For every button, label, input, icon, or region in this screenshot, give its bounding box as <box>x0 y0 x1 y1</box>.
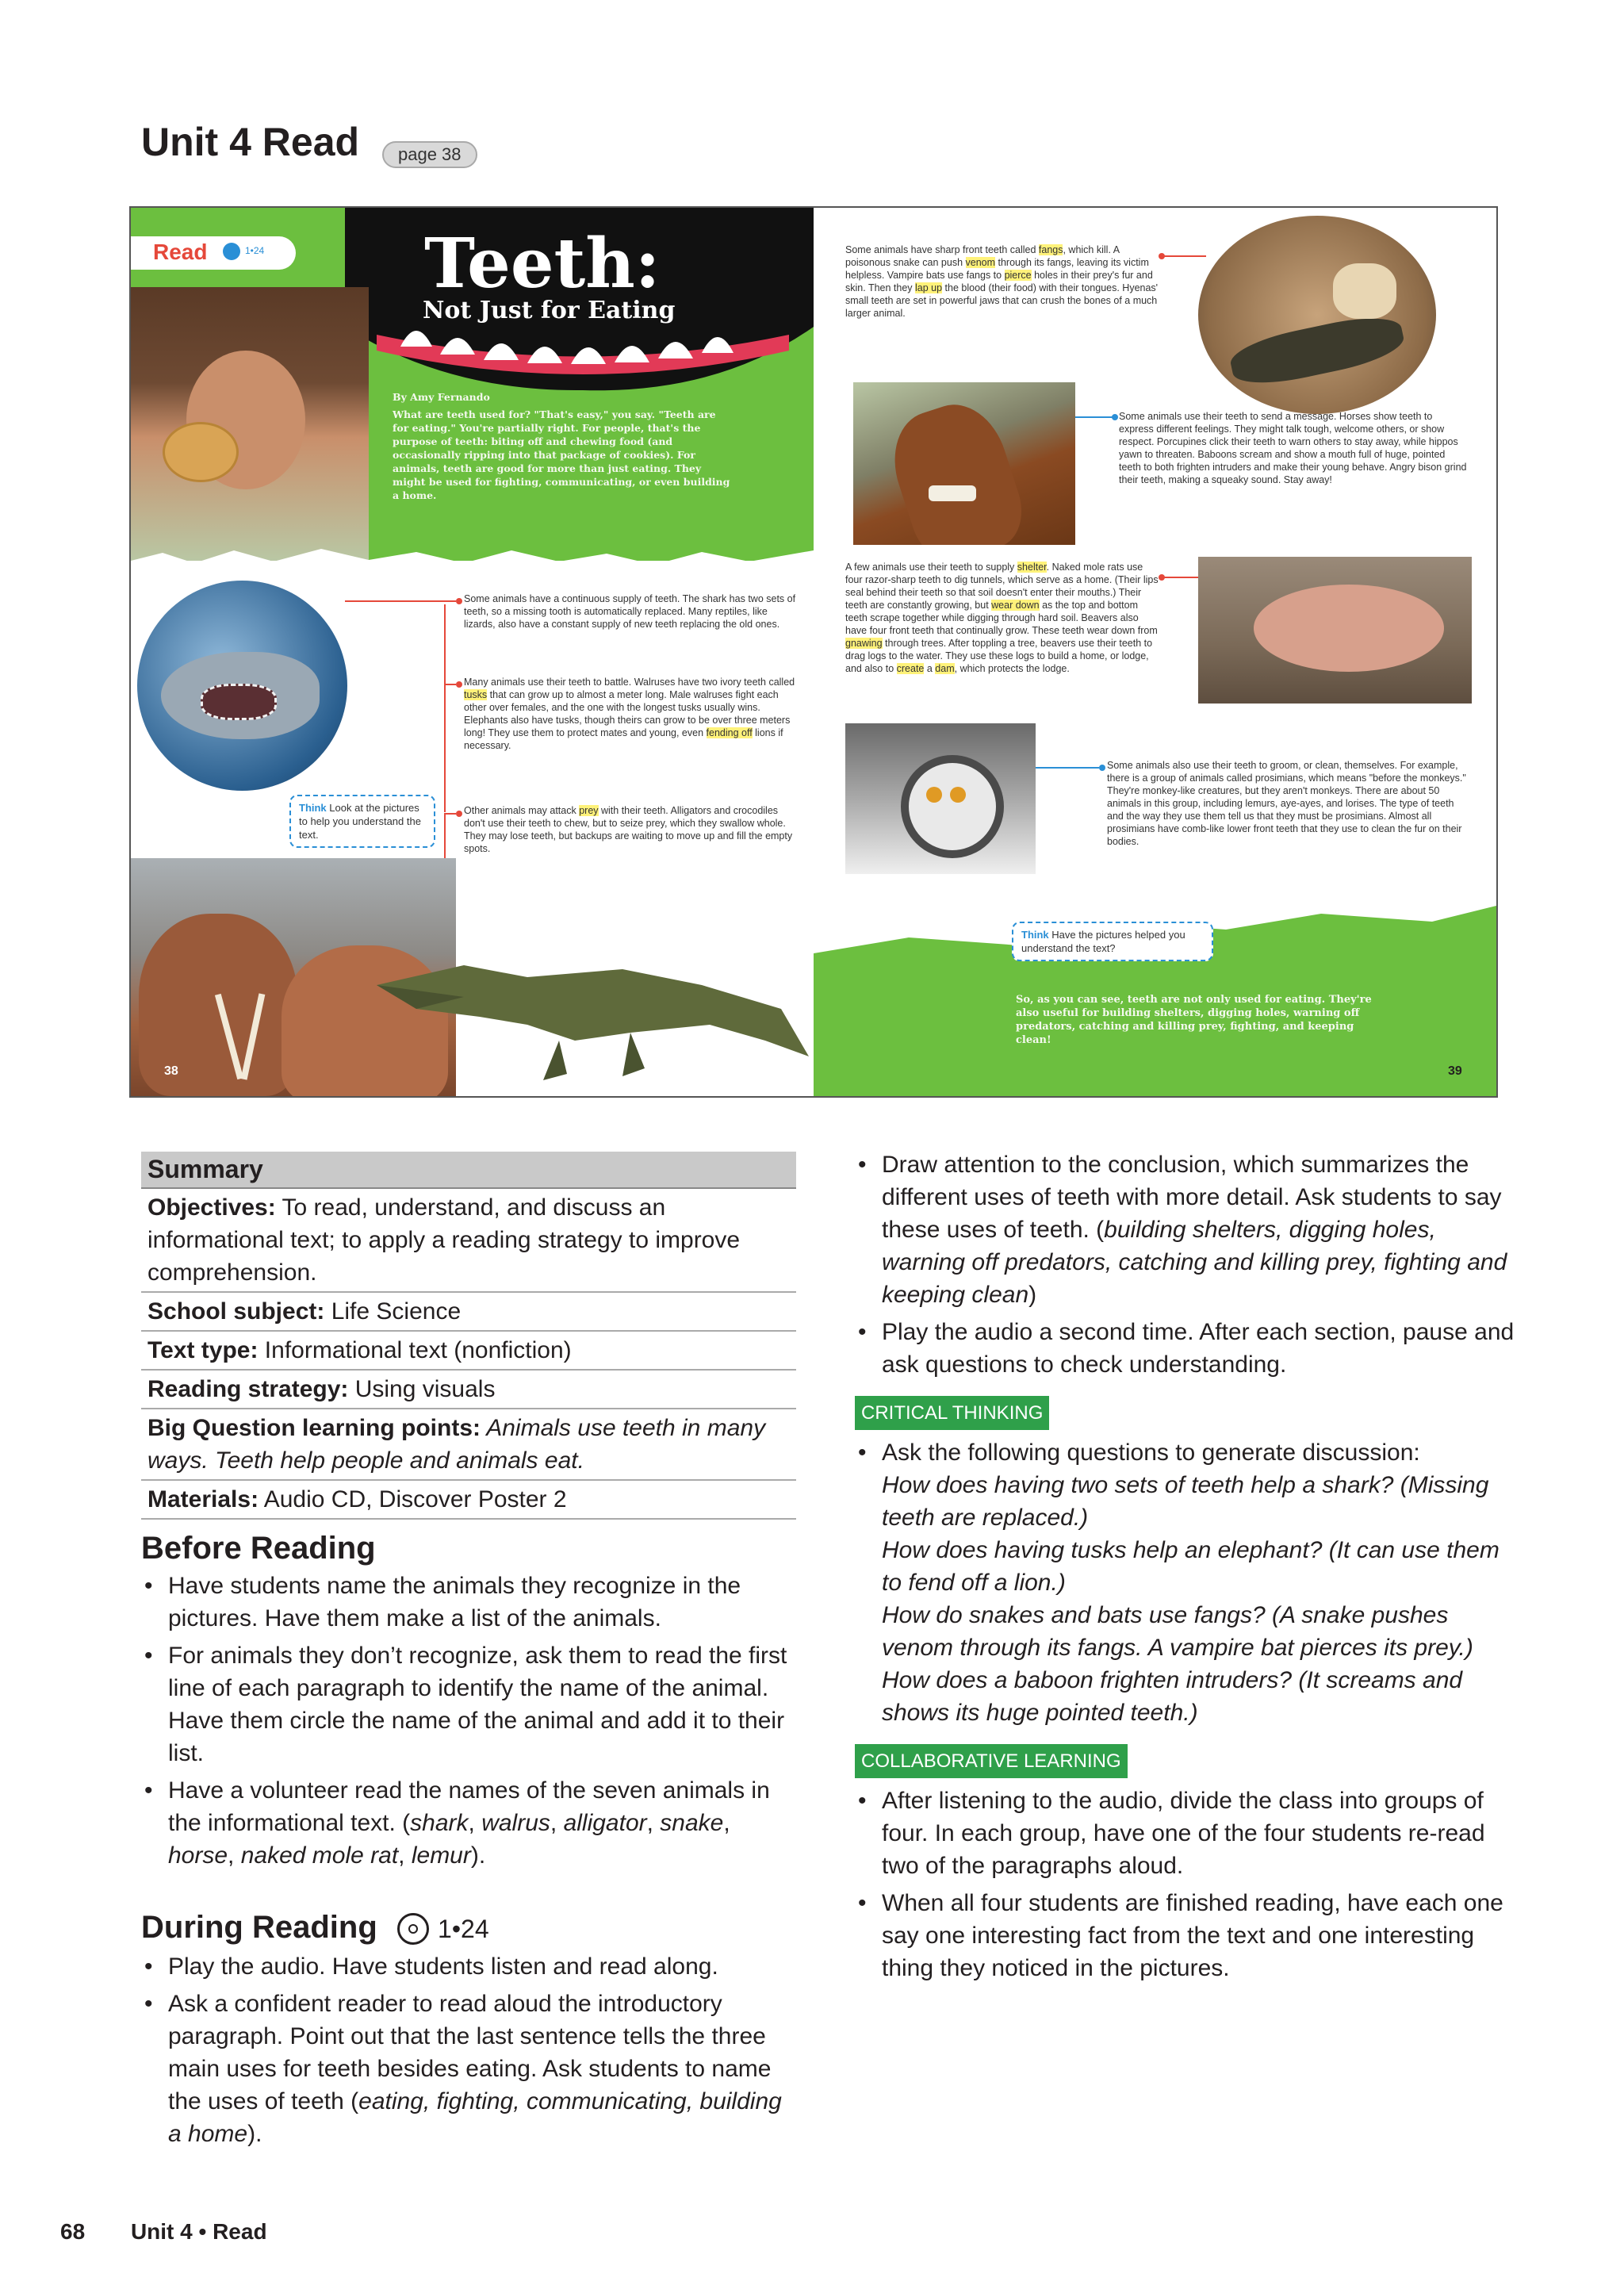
textbook-spread <box>129 206 1498 1098</box>
think-label: Think <box>1021 929 1049 941</box>
list-item: • For animals they don’t recognize, ask them to read the first line of each paragraph to identify the name of the animal. Have them circle the name of the animal and add it to their list. <box>141 1639 796 1769</box>
subheadline: Not Just for Eating <box>423 297 676 324</box>
page-footer <box>60 2219 267 2245</box>
list-item: • Play the audio. Have students listen and read along. <box>141 1950 796 1983</box>
during-reading-track: 1•24 <box>438 1915 489 1943</box>
shark-photo <box>137 581 347 791</box>
horse-photo <box>853 382 1075 545</box>
lemur-photo <box>845 723 1036 874</box>
horse-paragraph: Some animals use their teeth to send a message. Horses show teeth to express different feelings. They might talk tough, welcome others, or show respect. Porcupines click their teeth to warn others to stay away, while hippos yawn to threaten. Baboons scream and show a mouth full of huge, pointed teeth to both frighten intruders and make their young behave. Angry bison grind their teeth, making a squeaky sound. Stay away! <box>1119 411 1467 485</box>
think-label: Think <box>299 802 327 814</box>
list-item: • Have students name the animals they recognize in the pictures. Have them make a list of the animals. <box>141 1570 796 1635</box>
intro-paragraph: What are teeth used for? "That's easy," you say. "Teeth are for eating." You're partially right. For people, that's the purpose of teeth: biting off and chewing food (and occasionally ripping into that package of cookies). For animals, teeth are good for more than just eating. They might be used for fighting, communicating, or even building a home. <box>393 408 730 501</box>
summary-text-type: Text type: Informational text (nonfiction) <box>141 1332 796 1371</box>
page-title: Unit 4 Read <box>141 120 360 164</box>
read-label: Read <box>153 240 208 264</box>
naked-mole-rat-photo <box>1198 557 1472 704</box>
during-reading-heading: During Reading 1•24 <box>141 1910 489 1945</box>
mole-rat-paragraph: A few animals use their teeth to supply shelter. Naked mole rats use four razor-sharp teeth to dig tunnels, which serve as a home. (Their lips seal behind their teeth so that soil doesn't enter their mouths.) Their teeth are constantly growing, but wear down as the top and bottom teeth scrape together while digging through hard soil. Beavers also have four front teeth that continually grow. These teeth wear down from gnawing through trees. After toppling a tree, beavers use their teeth to drag logs to the water. They use these logs to build a home, or lodge, and also to create a dam, which protects the lodge. <box>845 562 1159 674</box>
footer-label: Unit 4 • Read <box>130 2219 267 2244</box>
conclusion-paragraph: So, as you can see, teeth are not only used for eating. They're also useful for building shelters, digging holes, warning off predators, catching and killing prey, fighting, and keeping clean! <box>1016 994 1372 1046</box>
think-text: Look at the pictures to help you understand the text. <box>299 802 421 841</box>
walrus-paragraph: Many animals use their teeth to battle. Walruses have two ivory teeth called tusks that can grow up to almost a meter long. Male walruses fight each other over females, and the one with the longest tusks usually wins. Elephants also have tusks, though theirs can grow to be over three meters long! They use them to protect mates and young, even fending off lions if necessary. <box>464 677 795 751</box>
list-item: • After listening to the audio, divide the class into groups of four. In each group, have one of the four students re-read two of the paragraphs aloud. <box>855 1785 1521 1882</box>
footer-page-number: 68 <box>60 2219 86 2244</box>
green-footer-block <box>814 882 1496 1096</box>
question: How do snakes and bats use fangs? (A snake pushes venom through its fangs. A vampire bat pierces its prey.) <box>882 1602 1473 1661</box>
summary-table <box>141 1152 796 1520</box>
list-item: • Ask a confident reader to read aloud the introductory paragraph. Point out that the last sentence tells the three main uses for teeth besides eating. Ask students to name the uses of teeth (eating, fighting, communicating, building a home). <box>141 1988 796 2150</box>
question: How does having two sets of teeth help a shark? (Missing teeth are replaced.) <box>882 1472 1489 1531</box>
collaborative-learning-tag: COLLABORATIVE LEARNING <box>855 1744 1128 1778</box>
byline: By Amy Fernando <box>393 391 490 403</box>
think-box-right <box>1012 922 1213 961</box>
list-item: • Play the audio a second time. After each section, pause and ask questions to check understanding. <box>855 1316 1521 1381</box>
summary-school-subject: School subject: Life Science <box>141 1293 796 1332</box>
summary-big-question: Big Question learning points: Animals use teeth in many ways. Teeth help people and animals eat. <box>141 1409 796 1481</box>
summary-materials: Materials: Audio CD, Discover Poster 2 <box>141 1481 796 1520</box>
headline: Teeth: <box>424 224 661 304</box>
list-item: • Ask the following questions to generate discussion: How does having two sets of teeth help a shark? (Missing teeth are replaced.) How does having tusks help an elephant? (It can use them to fend off a lion.) How do snakes and bats use fangs? (A snake pushes venom through its fangs. A vampire bat pierces its prey.) How does a baboon frighten intruders? (It screams and shows its huge pointed teeth.) <box>855 1436 1521 1729</box>
think-text: Have the pictures helped you understand the text? <box>1021 929 1185 954</box>
summary-reading-strategy: Reading strategy: Using visuals <box>141 1371 796 1409</box>
critical-thinking-tag: CRITICAL THINKING <box>855 1396 1049 1430</box>
read-tag <box>131 236 296 270</box>
question: How does a baboon frighten intruders? (It screams and shows its huge pointed teeth.) <box>882 1667 1463 1726</box>
lemur-paragraph: Some animals also use their teeth to groom, or clean, themselves. For example, there is a group of animals called prosimians, which means "before the monkeys." They're monkey-like creatures, but they aren't monkeys. There are about 50 animals in this group, including lemurs, aye-ayes, and lorises. The type of teeth and the way they use them tell us that they must be prosimians. Almost all prosimians have comb-like lower front teeth that they use to clean the fur on their bodies. <box>1107 760 1466 847</box>
torn-edge <box>131 541 814 573</box>
list-item: • Draw attention to the conclusion, which summarizes the different uses of teeth with more detail. Ask students to say these uses of teeth. (building shelters, digging holes, warning off predators, catching and killing prey, fighting and keeping clean) <box>855 1148 1521 1311</box>
question: How does having tusks help an elephant? (It can use them to fend off a lion.) <box>882 1537 1500 1596</box>
girl-eating-cookie-photo <box>131 287 369 561</box>
audio-cd-icon <box>397 1913 429 1945</box>
before-reading-section <box>141 1532 796 1877</box>
before-reading-heading: Before Reading <box>141 1531 376 1566</box>
summary-objectives: Objectives: To read, understand, and discuss an informational text; to apply a reading strategy to improve comprehension. <box>141 1189 796 1293</box>
list-item: • Have a volunteer read the names of the seven animals in the informational text. (shark, walrus, alligator, snake, horse, naked mole rat, lemur). <box>141 1774 796 1872</box>
page-number-38: 38 <box>164 1064 178 1078</box>
list-item: • When all four students are finished reading, have each one say one interesting fact from the text and one interesting thing they noticed in the pictures. <box>855 1887 1521 1984</box>
alligator-paragraph: Other animals may attack prey with their teeth. Alligators and crocodiles don't use their teeth to chew, but to seize prey, which they swallow whole. They may lose teeth, but backups are waiting to move up and fill the empty spots. <box>464 805 793 854</box>
during-reading-section <box>141 1911 796 2155</box>
snake-photo <box>1198 216 1436 414</box>
student-book-page-38 <box>131 208 814 1096</box>
read-track: 1•24 <box>245 245 265 256</box>
page-reference-badge: page 38 <box>382 141 477 168</box>
summary-heading: Summary <box>141 1152 796 1189</box>
audio-icon <box>223 243 240 260</box>
crocodile-illustration <box>369 922 814 1096</box>
snake-paragraph: Some animals have sharp front teeth called fangs, which kill. A poisonous snake can push venom through its fangs, leaving its victim helpless. Vampire bats use fangs to pierce holes in their prey's fur and skin. Then they lap up the blood (their food) with their tongues. Hyenas' small teeth are set in powerful jaws that can crush the bones of a much larger animal. <box>845 244 1159 319</box>
shark-paragraph: Some animals have a continuous supply of teeth. The shark has two sets of teeth, so a missing tooth is automatically replaced. Many reptiles, like lizards, also have a constant supply of new teeth replacing the old ones. <box>464 593 796 630</box>
think-box-left <box>289 795 435 848</box>
page-number-39: 39 <box>1448 1064 1462 1078</box>
student-book-page-39 <box>814 208 1496 1096</box>
right-column <box>855 1148 1521 1989</box>
